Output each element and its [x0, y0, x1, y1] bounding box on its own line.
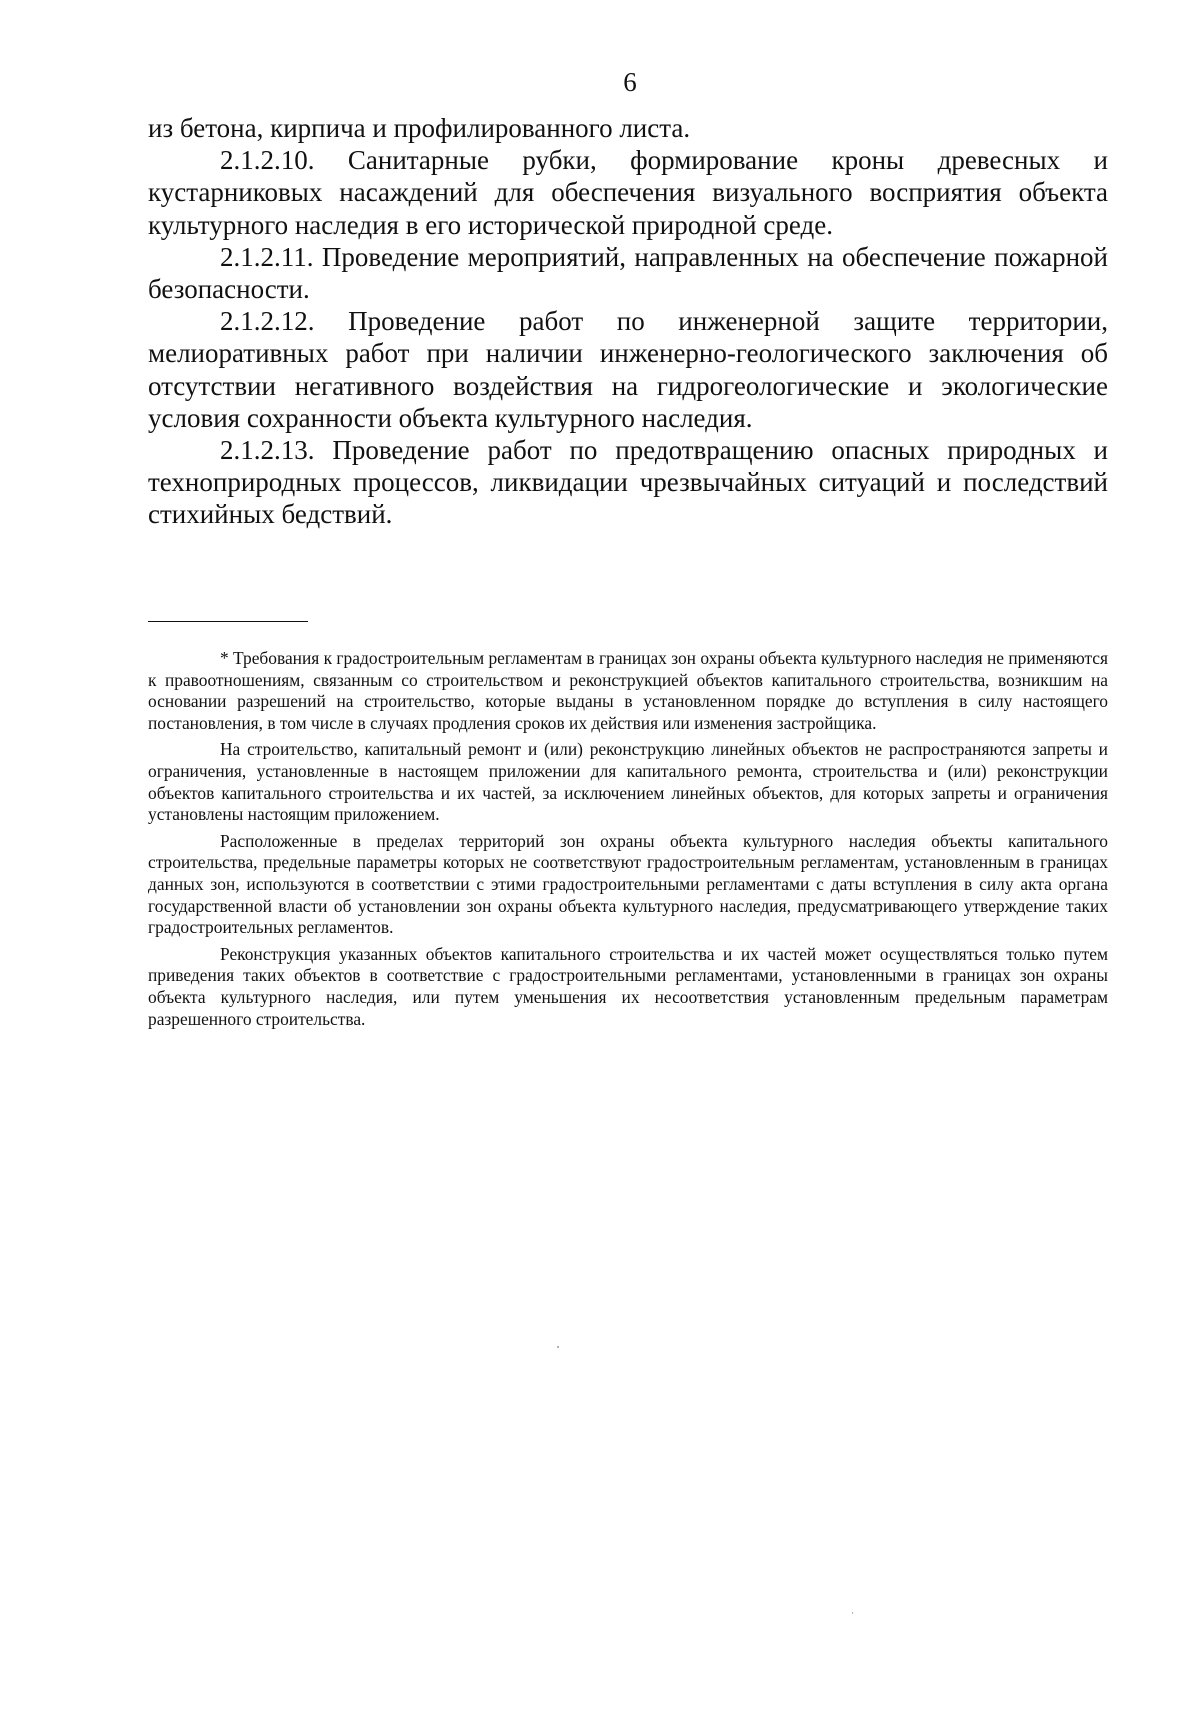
scan-speck	[852, 1612, 853, 1614]
paragraph-2-1-2-12: 2.1.2.12. Проведение работ по инженерной защите территории, мелиоративных работ при наличии инженерно-геологического заключения об отсутствии негативного воздействия на гидрогеологические и экологические условия сохранности объекта культурного наследия.	[148, 306, 1108, 433]
paragraph-2-1-2-11: 2.1.2.11. Проведение мероприятий, направленных на обеспечение пожарной безопасности.	[148, 241, 1108, 305]
footnote-separator	[148, 621, 308, 622]
footnote-2: На строительство, капитальный ремонт и (или) реконструкцию линейных объектов не распространяются запреты и ограничения, установленные в настоящем приложении для капитального ремонта, строительства и (или) реконструкции объектов капитального строительства и их частей, за исключением линейных объектов, для которых запреты и ограничения установлены настоящим приложением.	[148, 739, 1108, 825]
main-text	[148, 112, 1108, 531]
paragraph-continuation: из бетона, кирпича и профилированного листа.	[148, 113, 691, 143]
scan-speck	[557, 1346, 559, 1348]
footnote-4: Реконструкция указанных объектов капитального строительства и их частей может осуществляться только путем приведения таких объектов в соответствие с градостроительными регламентами, установленными в границах зон охраны объекта культурного наследия, или путем уменьшения их несоответствия установленным предельным параметрам разрешенного строительства.	[148, 943, 1108, 1029]
page-number: 6	[623, 67, 637, 97]
footnote-1: * Требования к градостроительным регламентам в границах зон охраны объекта культурного наследия не применяются к правоотношениям, связанным со строительством и реконструкцией объектов капитального строительства, возникшим на основании разрешений на строительство, которые выданы в установленном порядке до вступления в силу настоящего постановления, в том числе в случаях продления сроков их действия или изменения застройщика.	[148, 648, 1108, 733]
paragraph-2-1-2-13: 2.1.2.13. Проведение работ по предотвращению опасных природных и техноприродных процессов, ликвидации чрезвычайных ситуаций и последствий стихийных бедствий.	[148, 435, 1108, 530]
footnotes	[148, 648, 1108, 1035]
paragraph-2-1-2-10: 2.1.2.10. Санитарные рубки, формирование кроны древесных и кустарниковых насаждений для обеспечения визуального восприятия объекта культурного наследия в его исторической природной среде.	[148, 145, 1108, 240]
footnote-3: Расположенные в пределах территорий зон охраны объекта культурного наследия объекты капитального строительства, предельные параметры которых не соответствуют градостроительным регламентам, установленным в границах данных зон, используются в соответствии с этими градостроительными регламентами с даты вступления в силу акта органа государственной власти об установлении зон охраны объекта культурного наследия, предусматривающего утверждение таких градостроительных регламентов.	[148, 830, 1108, 938]
